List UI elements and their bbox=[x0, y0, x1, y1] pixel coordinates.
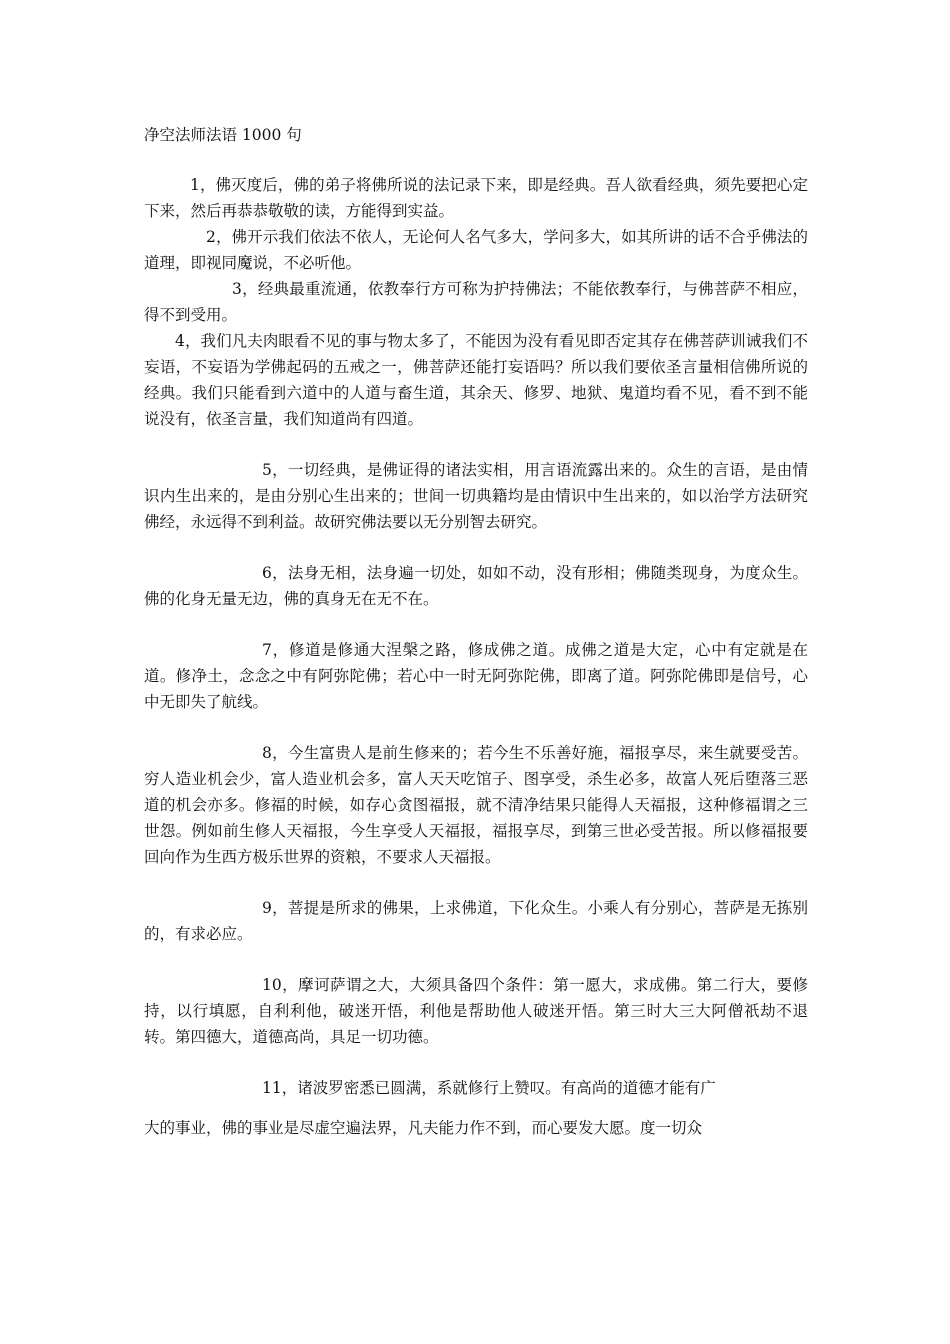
paragraph-7: 7，修道是修通大涅槃之路，修成佛之道。成佛之道是大定，心中有定就是在道。修净土，念念之中有阿弥陀佛；若心中一时无阿弥陀佛，即离了道。阿弥陀佛即是信号，心中无即失了航线。 bbox=[144, 641, 808, 711]
document-title: 净空法师法语 1000 句 bbox=[144, 126, 302, 144]
line-spacer bbox=[144, 1101, 808, 1115]
document-page bbox=[144, 120, 808, 1141]
paragraph-3: 3，经典最重流通，依教奉行方可称为护持佛法；不能依教奉行，与佛菩萨不相应，得不到受用。 bbox=[144, 280, 808, 324]
paragraph-1: 1，佛灭度后，佛的弟子将佛所说的法记录下来，即是经典。吾人欲看经典，须先要把心定下来，然后再恭恭敬敬的读，方能得到实益。 bbox=[144, 176, 808, 220]
paragraph-11-continued: 大的事业，佛的事业是尽虚空遍法界，凡夫能力作不到，而心要发大愿。度一切众 bbox=[144, 1119, 703, 1137]
paragraph-10: 10，摩诃萨谓之大，大须具备四个条件：第一愿大，求成佛。第二行大，要修持，以行填愿，自利利他，破迷开悟，利他是帮助他人破迷开悟。第三时大三大阿僧祇劫不退转。第四德大，道德高尚，具足一切功德。 bbox=[144, 976, 808, 1046]
paragraph-2: 2，佛开示我们依法不依人，无论何人名气多大，学问多大，如其所讲的话不合乎佛法的道理，即视同魔说，不必听他。 bbox=[144, 228, 808, 272]
paragraph-4: 4，我们凡夫肉眼看不见的事与物太多了，不能因为没有看见即否定其存在佛菩萨训诫我们不妄语，不妄语为学佛起码的五戒之一，佛菩萨还能打妄语吗？所以我们要依圣言量相信佛所说的经典。我们只能看到六道中的人道与畜生道，其余天、修罗、地狱、鬼道均看不见，看不到不能说没有，依圣言量，我们知道尚有四道。 bbox=[144, 332, 808, 428]
paragraph-8: 8，今生富贵人是前生修来的；若今生不乐善好施，福报享尽，来生就要受苦。穷人造业机会少，富人造业机会多，富人天天吃馆子、图享受，杀生必多，故富人死后堕落三恶道的机会亦多。修福的时候，如存心贪图福报，就不清净结果只能得人天福报，这种修福谓之三世怨。例如前生修人天福报，今生享受人天福报，福报享尽，到第三世必受苦报。所以修福报要回向作为生西方极乐世界的资粮，不要求人天福报。 bbox=[144, 744, 808, 866]
paragraph-5: 5，一切经典，是佛证得的诸法实相，用言语流露出来的。众生的言语，是由情识内生出来的，是由分别心生出来的；世间一切典籍均是由情识中生出来的，如以治学方法研究佛经，永远得不到利益。故研究佛法要以无分别智去研究。 bbox=[144, 461, 808, 531]
paragraph-11: 11，诸波罗密悉已圆满，系就修行上赞叹。有高尚的道德才能有广 bbox=[262, 1079, 716, 1097]
paragraph-9: 9，菩提是所求的佛果，上求佛道，下化众生。小乘人有分别心，菩萨是无拣别的，有求必应。 bbox=[144, 899, 808, 943]
paragraph-6: 6，法身无相，法身遍一切处，如如不动，没有形相；佛随类现身，为度众生。佛的化身无量无边，佛的真身无在无不在。 bbox=[144, 564, 808, 608]
